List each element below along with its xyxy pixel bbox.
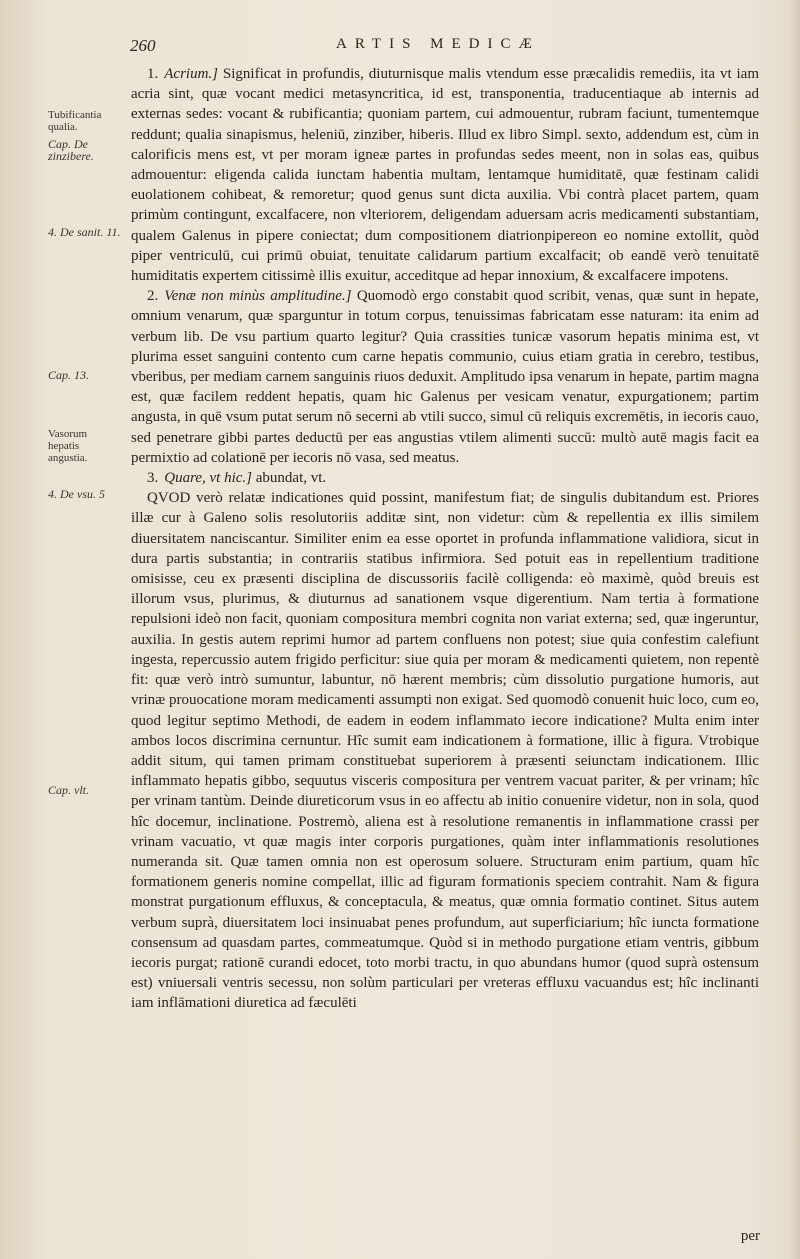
note-text: Quomodò ergo constabit quod scribit, venas, quæ sunt in hepate, omnium venarum, quæ sparguntur in totum corpus, tenuissimas fabricatam esse naturam: ita enim ad verbum lib. De vsu partium quarto legitur? Quia crassities tunicæ vasorum hepatis minima est, vt plurima esset sanguini contento cum carne hepatis communio, cuius etiam gratia in cerebro, testibus, vberibus, per mediam carnem sanguinis riuos deduxit. Amplitudo ipsa venarum in hepate, partim magna est, quæ facilem reddent hepatis, quam hic Galenus per vesicam venatur, expurgationem; partim angusta, in quē vsum putat serum nō secerni ab vtili succo, simul cū reliquis excremētis, in iecoris cauo, sed penetrare gibbi partes deductū per eas angustias vtilem alimenti succū: multò autē magis facit ea permixtio ad colationē per iecoris nō vasa, sed meatus. xyxy=(131,288,759,466)
catchword: per xyxy=(740,1228,760,1244)
note-lemma: Venæ non minùs amplitudine.] xyxy=(164,288,352,305)
note-number: 1. xyxy=(147,66,159,82)
margin-note: Vasorum hepatis angustia. xyxy=(48,428,88,464)
margin-note: Cap. vlt. xyxy=(48,783,89,797)
margin-note: Cap. De zinzibere. xyxy=(48,137,94,163)
margin-note: 4. De vsu. 5 xyxy=(48,487,105,501)
note-text: abundat, vt. xyxy=(255,470,327,487)
margin-note: 4. De sanit. 11. xyxy=(48,225,121,239)
running-head: ARTIS MEDICÆ xyxy=(336,36,540,52)
note-lemma: Quare, vt hic.] xyxy=(164,470,253,487)
commentary-note-3 xyxy=(131,468,759,488)
commentary-note-2 xyxy=(131,286,759,468)
note-number: 2. xyxy=(147,288,159,305)
commentary-note-1 xyxy=(131,64,759,286)
note-text: Significat in profundis, diuturnisque malis vtendum esse præcalidis remediis, ita vt iam acria sint, quæ vocant medici metasyncritica, id est, transponentia, traducentiaque ab internis ad externas sedes: vocant & rubificantia; quoniam partem, cui admouentur, rubram faciunt, tumentemque reddunt; qualia sinapismus, heleniū, zinziber, hiberis. Illud ex libro Simpl. sexto, addendum est, cùm in calorificis mens est, vt per moram igneæ partes in profundas sedes meent, non in solas eas, quibus admouentur: eligenda calida iunctam habentia multam, lentamque humiditatē, quæ festinam calidi euolationem cohibeat, & remoretur; quod genus sunt dicta auxilia. Vbi contrà placet partem, quam primùm contingunt, excalfacere, non vlteriorem, deligendam aduersam acris medicamenti substantiam, qualem Galenus in pipere coniectat; dum compositionem diatrionpipereon eo nomine extollit, quòd piper ventriculū, cui primū obuiat, tenuitate calidarum partium excalfacit; ob eandē verò tenuitatē humiditatis expertem citissimè illis exuitur, acceditque ad hepar innoxium, & excalfacere impotens. xyxy=(131,66,760,285)
main-text xyxy=(131,64,759,1014)
margin-note: Tubificantia qualia. xyxy=(48,109,102,133)
margin-note: Cap. 13. xyxy=(48,368,90,382)
page-number: 260 xyxy=(130,36,156,55)
page-header xyxy=(118,34,758,60)
page-edge-shadow xyxy=(790,0,800,1259)
commentary-paragraph: QVOD verò relatæ indicationes quid possint, manifestum fiat; de singulis dubitandum est. Priores illæ cur à Galeno solis resolutoriis additæ sint, non videtur: cùm & repellentia ex illis similem diuersitatem nanciscantur. Similiter enim ea esse oportet in profunda inflammatione validiora, sicut in dura partis substantia; in contrariis statibus infirmiora. Sed potuit eas in repellentium traditione omisisse, ceu ex præsenti disciplina de discussoriis facilè colligenda: eò maximè, quòd breuis est illorum vsus, plurimus, & diuturnus ad sanationem vsque digerentium. Nam tertia à formatione repulsioni ideò non facit, quoniam compositura membri cognita non variat externa; sed, quæ ingeruntur, auxilia. In gestis autem reprimi humor ad partem confluens non potest; siue quia confestim calefiunt ingesta, repercussio autem frigido perficitur: siue quia per moram & medicamenti quietem, non repentè fit: quæ verò intrò sumuntur, labuntur, nō hærent membris; cùm dissolutio purgatione humoris, aut vrinæ prouocatione moram medicamenti assumpti non exigat. Sed quomodò conuenit huic loco, cum eo, quod legitur septimo Methodi, de eadem in eodem inflammato iecore indicatione? Multa enim inter ambos locos discrimina cernuntur. Hîc sumit eam indicationem à formatione, illic à figura. Vtrobique addit situm, qui tamen primam constituebat superiorem à præsenti seiunctam indicationem. Illic inflammato hepatis gibbo, sequutus visceris compositura per ventrem vacuat pariter, & per vrinam; hîc per vrinam tantùm. Deinde diureticorum vsus in eo affectu ab initio conuenire videtur, non in sola, quod hîc docemur, inclinatione. Postremò, aliena est à resolutione remanentis in inflammatione crassi per vrinam vacuatio, vt quæ magis inter corporis purgationes, quàm inter inflammationis resolutiones numeranda sit. Quæ tamen omnia non est operosum soluere. Structuram enim partium, quam hîc formationem generis nomine compellat, illic ad figuram formationis speciem contrahit. Nam & figura monstrat purgationum effluxus, & conceptacula, & meatus, quæ omnia formatio continet. Situs autem verbum suprà, diuersitatem loci insinuabat penes profundum, aut superficiarium; hîc iuncta formatione consensum ad quasdam partes, commeatumque. Quòd si in methodo purgatione etiam ventris, gibbum iecoris purgat; rationē curandi edocet, toto morbi tractu, in quo abundans humor (quod suprà ostensum est) vniuersali ventris secessu, non solùm particulari per vreteras effluxu vacuandus est; hîc inclinanti iam inflāmationi diuretica ad fæculēti xyxy=(131,490,759,1012)
note-lemma: Acrium.] xyxy=(164,66,218,82)
note-number: 3. xyxy=(147,470,159,487)
